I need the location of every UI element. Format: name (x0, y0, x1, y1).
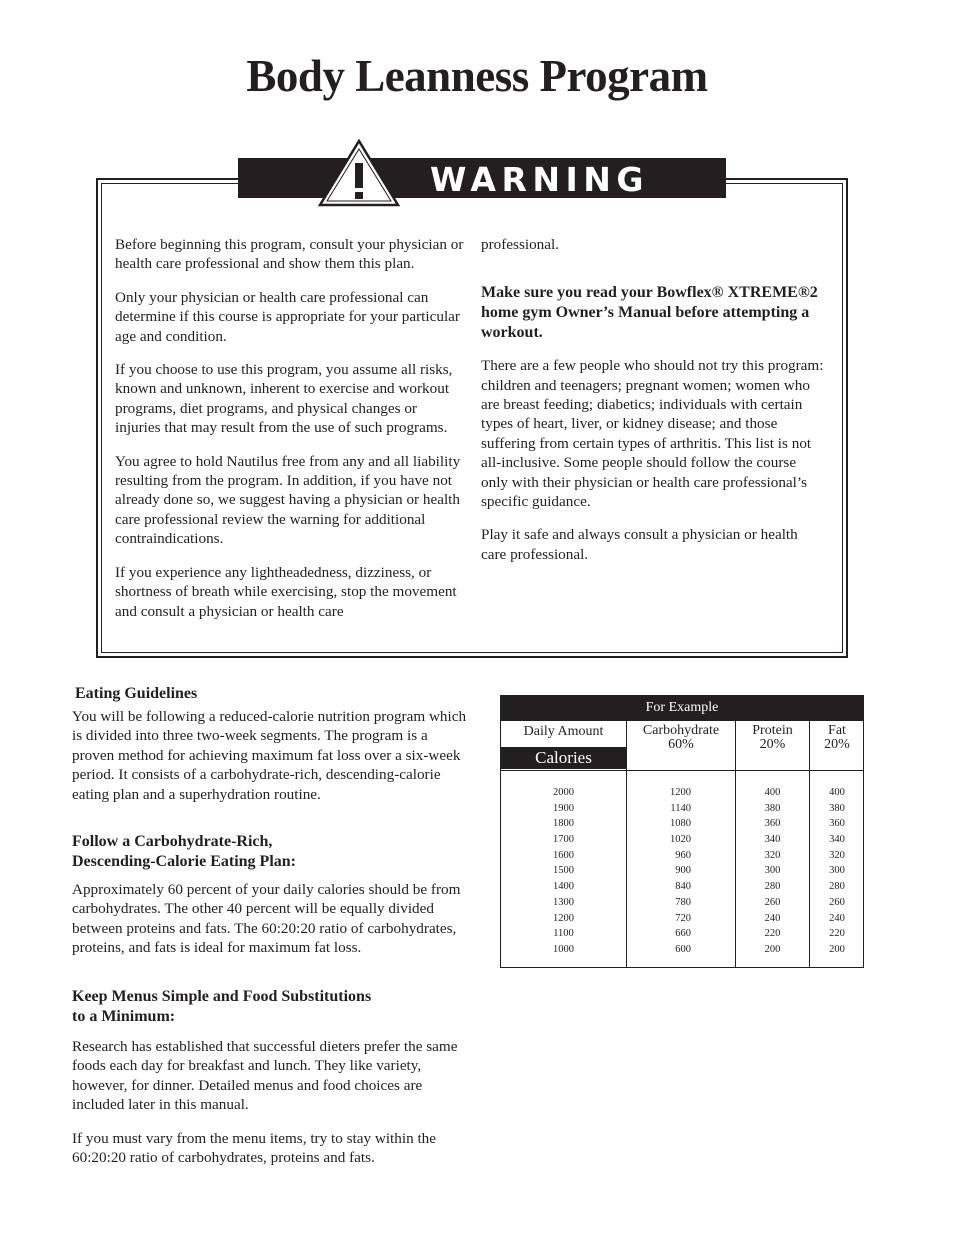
table-cell: 1500 (553, 865, 574, 877)
table-cell: 780 (675, 896, 691, 908)
table-banner: For Example (501, 696, 863, 721)
menus-text-2: If you must vary from the menu items, try to stay within the 60:20:20 ratio of carbohydrates, proteins and fats. (72, 1130, 437, 1167)
table-cell: 300 (764, 865, 781, 877)
carbohydrate-column (627, 785, 691, 958)
heading-line: Descending-Calorie Eating Plan: (72, 852, 296, 870)
header-line: Fat (828, 723, 846, 738)
warning-paragraph: You agree to hold Nautilus free from any and all liability resulting from the program. In addition, if you have not already done so, we suggest having a physician or health care professional review the warning for additional contraindications. (115, 452, 461, 548)
table-cell: 1800 (553, 818, 574, 830)
eating-guidelines-heading: Eating Guidelines (75, 685, 198, 702)
table-cell: 380 (764, 802, 781, 814)
header-line: 60% (668, 737, 694, 752)
table-cell: 280 (829, 881, 845, 893)
warning-triangle-icon (318, 139, 400, 207)
carb-plan-heading (72, 832, 296, 871)
table-cell: 720 (675, 912, 691, 924)
warning-title: WARNING (430, 160, 649, 199)
table-cell: 220 (829, 928, 845, 940)
menus-heading (72, 987, 371, 1026)
table-cell: 1140 (670, 802, 691, 814)
warning-paragraph: If you choose to use this program, you assume all risks, known and unknown, inherent to exercise and workout programs, diet programs, and physical changes or injuries that may result from the use of such programs. (115, 361, 453, 437)
table-cell: 320 (829, 849, 845, 861)
table-cell: 340 (829, 834, 845, 846)
carb-plan-text: Approximately 60 percent of your daily calories should be from carbohydrates. The other 40 percent will be equally divided between proteins and fats. The 60:20:20 ratio of carbohydrates, proteins, and fats is ideal for maximum fat loss. (72, 881, 461, 957)
column-header-carbohydrate (627, 724, 735, 752)
table-cell: 1400 (553, 881, 574, 893)
header-line: 20% (824, 737, 850, 752)
warning-paragraph: There are a few people who should not try this program: children and teenagers; pregnant women; women who are breast feeding; diabetics; individuals with certain types of heart, liver, or kidney disease; and those suffering from certain types of arthritis. This list is not all-inclusive. Some people should follow the course only with their physician or health care professional’s specific guidance. (481, 357, 824, 511)
table-cell: 1600 (553, 849, 574, 861)
page-title: Body Leanness Program (246, 51, 708, 101)
warning-right-column (481, 235, 826, 578)
table-cell: 1300 (553, 896, 574, 908)
table-cell: 320 (764, 849, 781, 861)
heading-line: Keep Menus Simple and Food Substitutions (72, 988, 372, 1005)
table-cell: 960 (675, 849, 691, 861)
table-cell: 260 (764, 896, 781, 908)
column-header-daily-amount: Daily Amount (523, 724, 604, 739)
table-cell: 2000 (553, 787, 574, 798)
table-cell: 200 (764, 943, 781, 955)
protein-column (736, 785, 809, 958)
table-cell: 840 (675, 881, 691, 893)
eating-intro-text: You will be following a reduced-calorie nutrition program which is divided into three two-week segments. The program is a proven method for achieving maximum fat loss over a six-week period. It consists of a carbohydrate-rich, descending-calorie eating plan and a superhydration routine. (72, 708, 467, 803)
header-line: Protein (752, 723, 793, 738)
table-cell: 400 (764, 787, 781, 798)
header-divider (501, 770, 863, 771)
header-line: Carbohydrate (642, 723, 720, 738)
warning-left-column (115, 235, 465, 635)
table-cell: 900 (675, 865, 691, 877)
table-cell: 260 (829, 896, 845, 908)
table-cell: 240 (764, 912, 781, 924)
fat-column (810, 785, 864, 958)
table-cell: 360 (829, 818, 845, 830)
calories-label: Calories (501, 747, 626, 769)
warning-paragraph: Play it safe and always consult a physician or health care professional. (481, 526, 798, 563)
table-cell: 340 (764, 834, 781, 846)
table-cell: 220 (764, 928, 781, 940)
table-cell: 1020 (670, 834, 691, 846)
table-cell: 1200 (553, 912, 574, 924)
heading-line: to a Minimum: (72, 1007, 176, 1025)
table-cell: 280 (764, 881, 781, 893)
table-cell: 300 (829, 865, 845, 877)
table-cell: 400 (829, 787, 845, 798)
owners-manual-notice: Make sure you read your Bowflex® XTREME®2 home gym Owner’s Manual before attempting a workout. (481, 284, 818, 341)
header-line: 20% (759, 737, 786, 752)
table-cell: 1100 (553, 928, 574, 940)
warning-paragraph: If you experience any lightheadedness, dizziness, or shortness of breath while exercising, stop the movement and consult a physician or health care (115, 563, 457, 620)
table-cell: 360 (764, 818, 781, 830)
warning-paragraph-continued: professional. (481, 236, 560, 253)
column-header-protein (736, 724, 809, 752)
menus-text: Research has established that successful dieters prefer the same foods each day for breakfast and lunch. They like variety, however, for dinner. Detailed menus and food choices are included later in this manual. (72, 1038, 458, 1114)
warning-paragraph: Only your physician or health care professional can determine if this course is appropriate for your particular age and condition. (115, 288, 460, 345)
table-cell: 600 (675, 943, 691, 955)
table-cell: 1200 (670, 787, 691, 798)
table-cell: 1080 (670, 818, 691, 830)
column-header-fat (810, 724, 864, 752)
warning-paragraph: Before beginning this program, consult your physician or health care professional and show them this plan. (115, 236, 464, 273)
calorie-example-table (500, 695, 864, 968)
calories-column (501, 785, 626, 958)
heading-line: Follow a Carbohydrate-Rich, (72, 833, 273, 850)
table-cell: 1000 (553, 943, 574, 955)
table-cell: 200 (829, 943, 845, 955)
table-cell: 1700 (553, 834, 574, 846)
table-cell: 240 (829, 912, 845, 924)
table-cell: 660 (675, 928, 691, 940)
table-cell: 380 (829, 802, 845, 814)
table-cell: 1900 (553, 802, 574, 814)
